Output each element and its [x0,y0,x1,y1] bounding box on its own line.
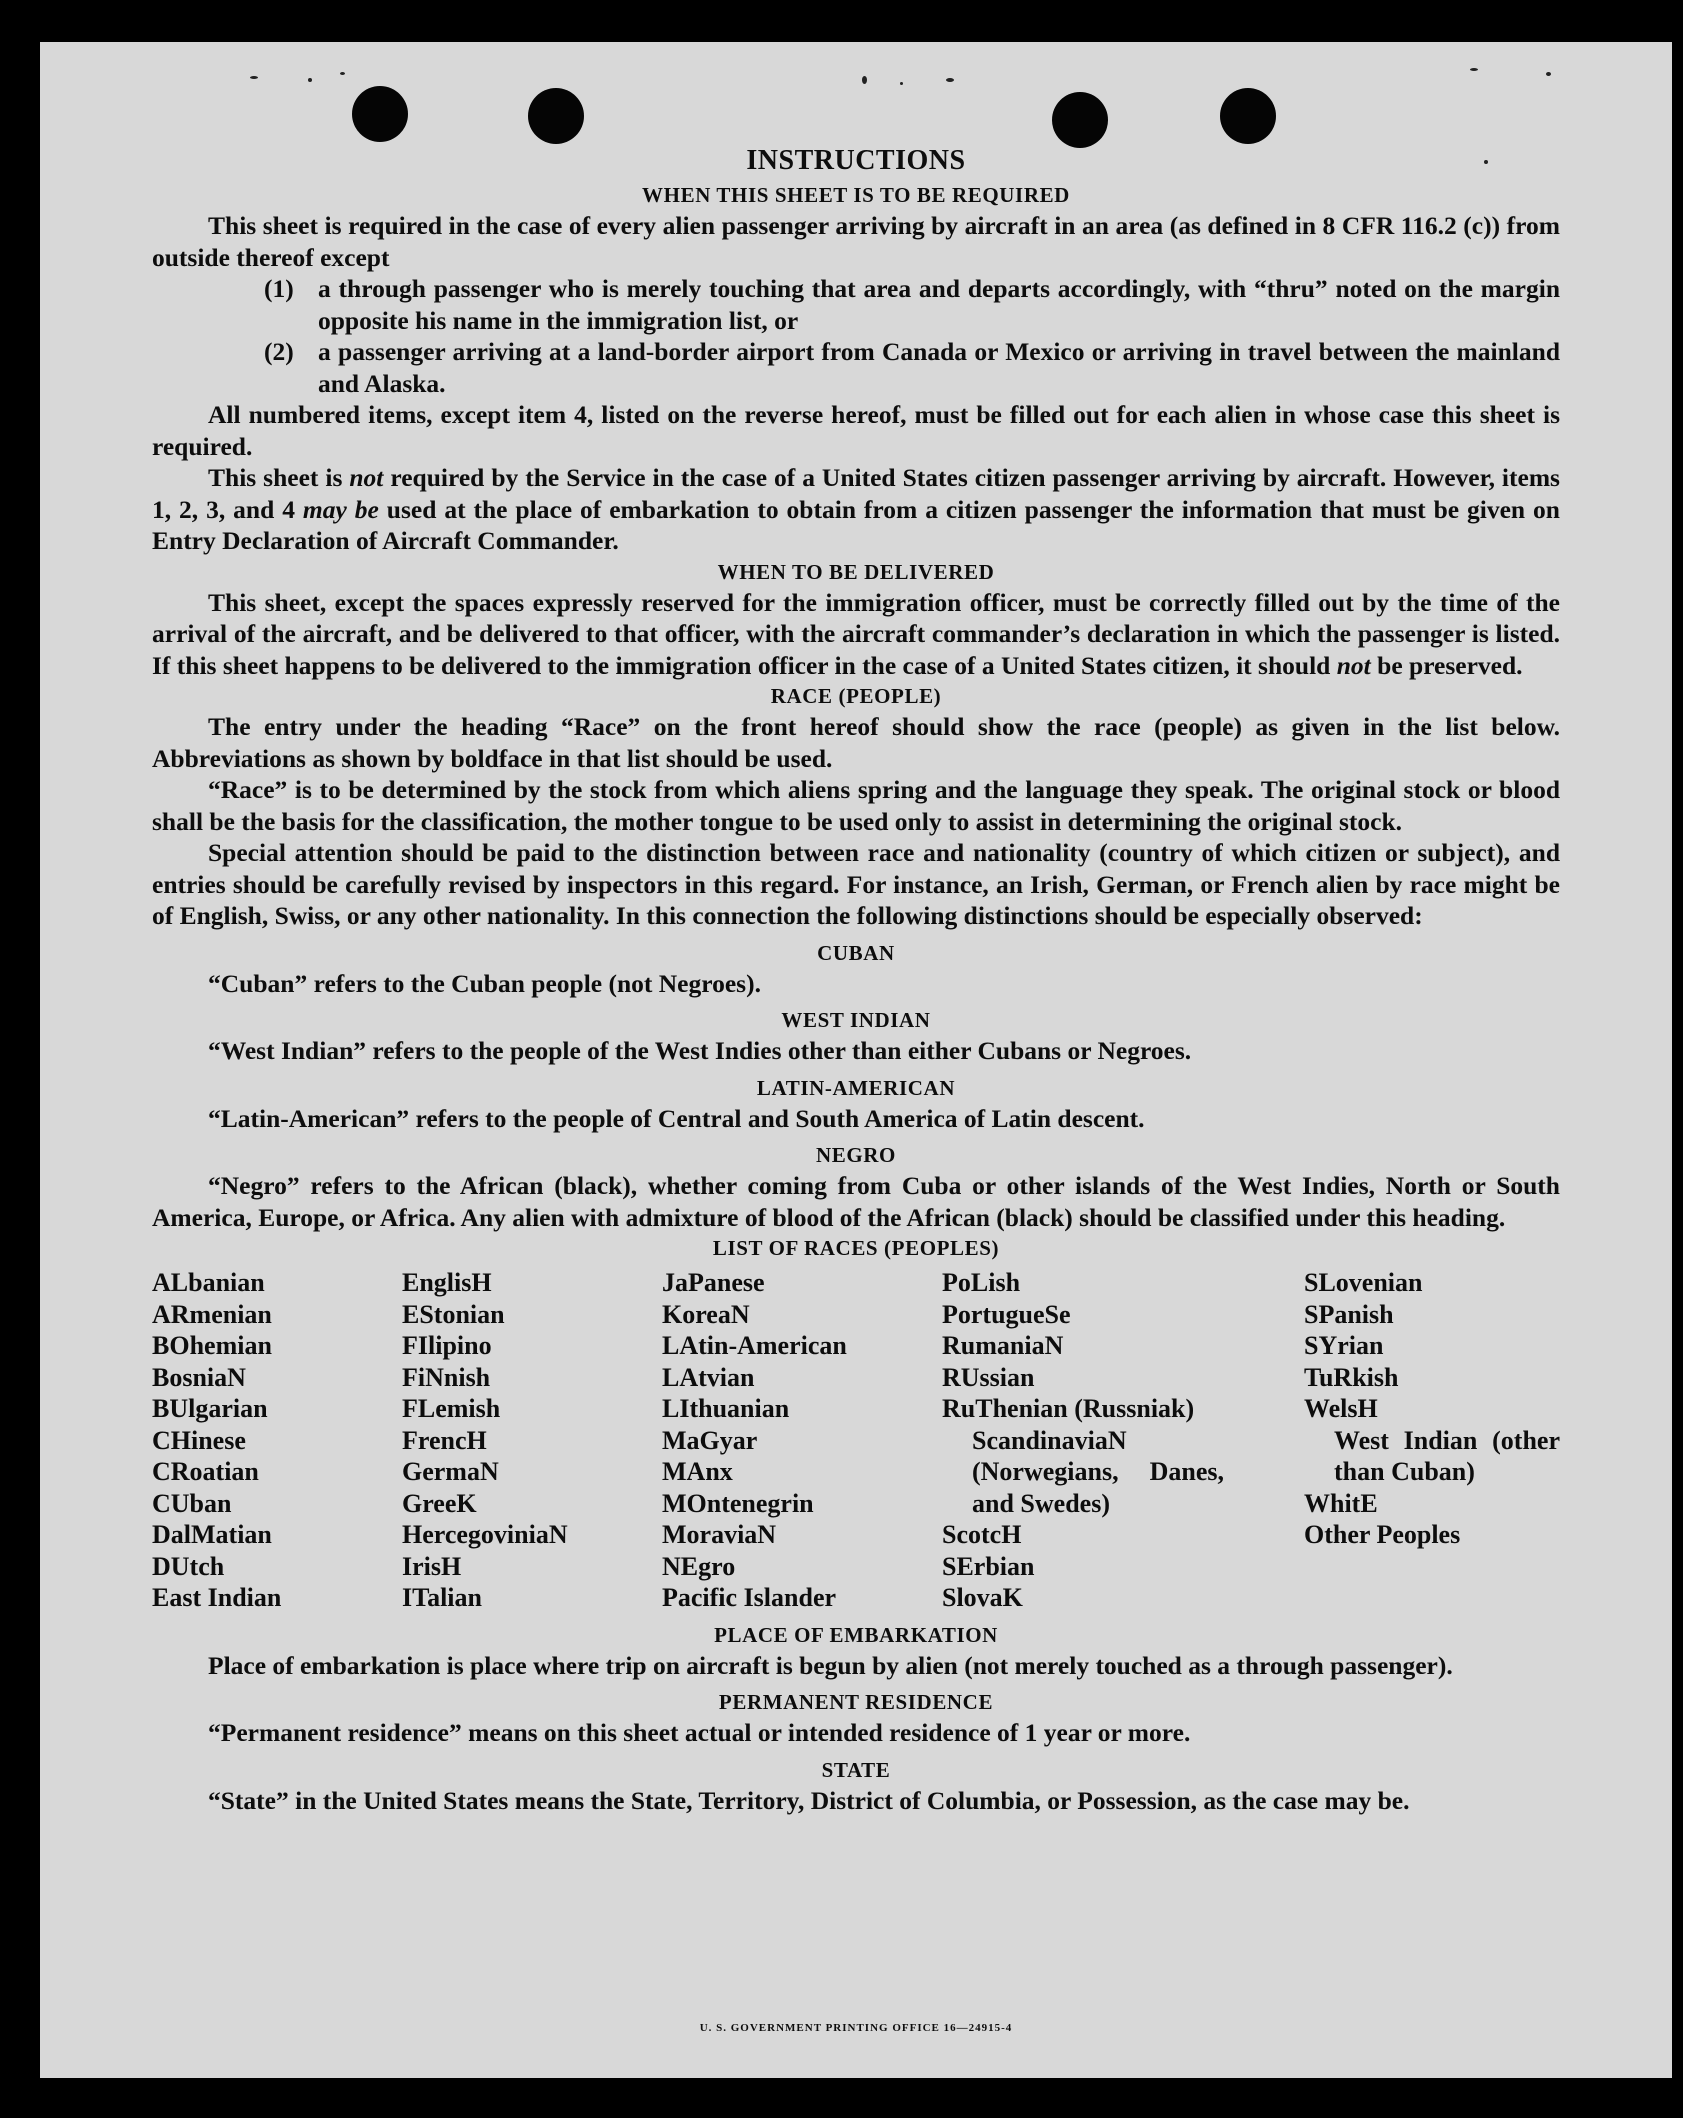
heading-state: STATE [821,1757,891,1782]
paragraph-state: “State” in the United States means the State, Territory, District of Columbia, or Possession, as the case may be. [208,1785,1410,1815]
speck [946,78,954,82]
paragraph-delivered: This sheet, except the spaces expressly reserved for the immigration officer, must be correctly filled out by the time of the arrival of the aircraft, and be delivered to that officer, with the aircraft commander’s declaration in which the passenger is listed. If this sheet happens to be delivered to the immigration officer in the case of a United States citizen, it should not be preserved. [152,587,1560,680]
race-entry: FIlipino [402,1331,492,1360]
document-page [40,42,1672,2078]
race-entry: Pacific Islander [662,1583,837,1612]
heading-place-of-embarkation: PLACE OF EMBARKATION [714,1622,998,1647]
race-entry: FiNnish [402,1362,491,1392]
paragraph-race-entry: The entry under the heading “Race” on the front hereof should show the race (people) as given in the list below. Abbreviations as shown by boldface in that list should be used. [152,712,1560,773]
race-entry: NEgro [662,1551,736,1581]
race-entry: BOhemian [152,1331,272,1360]
race-entry: FLemish [402,1394,501,1423]
race-entry: LAtin-American [662,1331,847,1360]
punch-hole [352,86,408,142]
race-entry: ScotcH [942,1520,1022,1549]
races-column-5 [1304,1267,1560,1614]
heading-race: RACE (PEOPLE) [770,684,942,708]
race-entry: BUlgarian [152,1394,268,1423]
race-entry: SlovaK [942,1583,1023,1612]
heading-west-indian: WEST INDIAN [781,1008,931,1032]
speck [1546,72,1551,76]
heading-negro: NEGRO [815,1143,896,1167]
punch-hole [528,88,584,144]
race-entry: IrisH [402,1551,462,1581]
race-entry: East Indian [152,1583,282,1612]
item-text: a through passenger who is merely touching that area and departs accordingly, with “thru” noted on the margin opposite his name in the immigration list, or [318,274,1560,335]
race-entry: CUban [152,1488,232,1518]
race-entry: TuRkish [1304,1362,1399,1392]
race-entry: CHinese [152,1425,246,1455]
item-text: a passenger arriving at a land-border airport from Canada or Mexico or arriving in travel between the mainland and Alaska. [318,337,1560,398]
item-number: (1) [264,274,294,303]
paragraph-latin-american: “Latin-American” refers to the people of Central and South America of Latin descent. [208,1103,1145,1133]
race-entry: DUtch [152,1551,225,1581]
races-column-2 [402,1267,662,1614]
race-entry: EStonian [402,1299,505,1329]
speck [1470,68,1478,71]
speck [900,82,903,85]
paragraph-residence: “Permanent residence” means on this sheet actual or intended residence of 1 year or more. [208,1718,1191,1747]
heading-list-of-races: LIST OF RACES (PEOPLES) [712,1236,1000,1260]
punch-hole [1052,92,1108,148]
race-entry: ScandinaviaN (Norwegians, Danes, and Swedes) [972,1425,1224,1518]
heading-latin-american: LATIN-AMERICAN [756,1075,956,1100]
speck [250,76,258,79]
paragraph-west-indian: “West Indian” refers to the people of the West Indies other than either Cubans or Negroes. [208,1036,1192,1065]
printer-imprint: U. S. GOVERNMENT PRINTING OFFICE 16—24915-4 [699,2022,1013,2034]
paragraph-negro: “Negro” refers to the African (black), whether coming from Cuba or other islands of the West Indies, North or South America, Europe, or Africa. Any alien with admixture of blood of the African (black) should be classified under this heading. [152,1171,1560,1232]
race-entry: PortugueSe [942,1299,1071,1329]
page-title: INSTRUCTIONS [746,145,966,176]
race-entry: GreeK [402,1488,477,1518]
speck [340,72,345,75]
heading-when-required: WHEN THIS SHEET IS TO BE REQUIRED [642,183,1070,207]
race-entry: MOntenegrin [662,1488,814,1518]
race-entry: MoraviaN [662,1520,777,1549]
race-entry: PoLish [942,1268,1021,1297]
race-entry: RumaniaN [942,1331,1064,1360]
paragraph-cuban: “Cuban” refers to the Cuban people (not Negroes). [208,968,761,998]
speck [308,78,312,82]
race-entry: HercegoviniaN [402,1520,568,1549]
races-column-3 [662,1267,942,1614]
race-entry: ITalian [402,1583,482,1612]
race-entry: EnglisH [402,1268,492,1297]
exception-item-2 [152,336,1560,399]
race-entry: LIthuanian [662,1394,790,1423]
paragraph-required: This sheet is required in the case of every alien passenger arriving by aircraft in an area (as defined in 8 CFR 116.2 (c)) from outside thereof except [152,211,1560,272]
paragraph-race-determined: “Race” is to be determined by the stock from which aliens spring and the language they speak. The original stock or blood shall be the basis for the classification, the mother tongue to be used only to assist in determining the original stock. [152,775,1560,836]
race-entry: SPanish [1304,1299,1394,1329]
race-entry: GermaN [402,1457,499,1486]
race-entry: LAtvian [662,1362,755,1392]
heading-when-delivered: WHEN TO BE DELIVERED [717,559,995,584]
punch-hole [1220,88,1276,144]
race-entry: Other Peoples [1304,1520,1461,1549]
speck [862,76,867,84]
paragraph-numbered-items: All numbered items, except item 4, listed on the reverse hereof, must be filled out for each alien in whose case this sheet is required. [152,400,1560,461]
race-entry: RUssian [942,1362,1035,1392]
exception-item-1 [152,273,1560,336]
race-entry: JaPanese [662,1268,765,1297]
race-entry: ARmenian [152,1299,272,1329]
instructions-body [152,142,1560,1816]
race-entry: CRoatian [152,1457,259,1486]
paragraph-citizen: This sheet is not required by the Service in the case of a United States citizen passenger arriving by aircraft. However, items 1, 2, 3, and 4 may be used at the place of embarkation to obtain from a citizen passenger the information that must be given on Entry Declaration of Aircraft Commander. [152,463,1560,555]
race-entry: WelsH [1304,1394,1378,1423]
race-entry: MAnx [662,1457,733,1486]
paragraph-race-nationality: Special attention should be paid to the distinction between race and nationality (country of which citizen or subject), and entries should be carefully revised by inspectors in this regard. For instance, an Irish, German, or French alien by race might be of English, Swiss, or any other nationality. In this connection the following distinctions should be especially observed: [152,838,1560,930]
race-entry: BosniaN [152,1362,246,1392]
races-column-1 [152,1267,402,1614]
heading-permanent-residence: PERMANENT RESIDENCE [718,1690,994,1714]
race-entry: KoreaN [662,1299,750,1329]
race-entry: FrencH [402,1425,487,1455]
race-entry: SErbian [942,1551,1035,1581]
race-entry: ALbanian [152,1268,265,1297]
race-entry: RuThenian (Russniak) [942,1394,1195,1423]
races-list [152,1267,1560,1614]
race-entry: WhitE [1304,1488,1378,1518]
race-entry: West Indian (other than Cuban) [1334,1425,1560,1486]
heading-cuban: CUBAN [817,940,895,965]
races-column-4 [942,1267,1224,1614]
race-entry: SLovenian [1304,1268,1423,1297]
race-entry: MaGyar [662,1425,758,1455]
paragraph-embarkation: Place of embarkation is place where trip on aircraft is begun by alien (not merely touched as a through passenger). [208,1650,1453,1680]
race-entry: SYrian [1304,1331,1384,1360]
item-number: (2) [264,337,294,366]
race-entry: DalMatian [152,1520,272,1549]
